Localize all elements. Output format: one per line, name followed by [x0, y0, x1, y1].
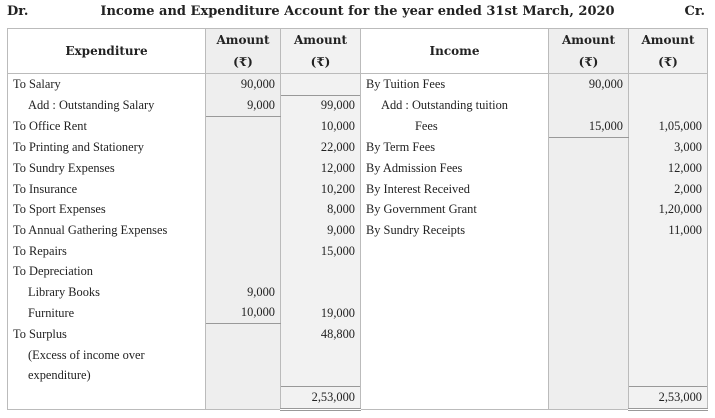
- income-item: [361, 261, 549, 282]
- amount-cell: [549, 220, 629, 241]
- amount-cell: [549, 345, 629, 366]
- amount-cell: [629, 324, 708, 345]
- table-row: [8, 158, 708, 179]
- expenditure-item: Library Books: [8, 282, 206, 303]
- income-item: [361, 324, 549, 345]
- amount-cell: [206, 220, 281, 241]
- expenditure-header: Expenditure: [8, 29, 206, 74]
- table-header: [8, 29, 708, 74]
- amount-cell: [629, 345, 708, 366]
- amount-cell: [206, 116, 281, 137]
- income-item: By Admission Fees: [361, 158, 549, 179]
- amount-header: Amount (₹): [281, 29, 361, 74]
- amount-header: Amount (₹): [549, 29, 629, 74]
- amount-cell: [549, 200, 629, 221]
- table-row: [8, 261, 708, 282]
- table-row: [8, 282, 708, 303]
- amount-cell: [206, 137, 281, 158]
- amount-cell: [206, 261, 281, 282]
- table-row: [8, 74, 708, 96]
- amount-cell: [549, 261, 629, 282]
- amount-header: Amount (₹): [206, 29, 281, 74]
- table-row: [8, 200, 708, 221]
- amount-cell: 11,000: [629, 220, 708, 241]
- amount-cell: 10,200: [281, 179, 361, 200]
- amount-cell: [206, 324, 281, 345]
- expenditure-item: To Sundry Expenses: [8, 158, 206, 179]
- amount-cell: [629, 365, 708, 386]
- amount-header: Amount (₹): [629, 29, 708, 74]
- amount-cell: 90,000: [206, 74, 281, 96]
- table-row: [8, 220, 708, 241]
- expenditure-item: [8, 386, 206, 409]
- income-item: [361, 241, 549, 262]
- income-item: By Government Grant: [361, 200, 549, 221]
- amount-cell: [281, 282, 361, 303]
- amount-cell: 90,000: [549, 74, 629, 96]
- amount-cell: 12,000: [281, 158, 361, 179]
- amount-cell: [629, 95, 708, 116]
- amount-cell: [549, 95, 629, 116]
- amount-cell: 48,800: [281, 324, 361, 345]
- amount-cell: [206, 158, 281, 179]
- expenditure-item: (Excess of income over: [8, 345, 206, 366]
- amount-cell: [206, 365, 281, 386]
- table-row: [8, 324, 708, 345]
- amount-cell: 22,000: [281, 137, 361, 158]
- table-row: [8, 303, 708, 324]
- expenditure-item: To Sport Expenses: [8, 200, 206, 221]
- amount-cell: [549, 386, 629, 409]
- expenditure-item: To Depreciation: [8, 261, 206, 282]
- amount-cell: 9,000: [206, 282, 281, 303]
- table-row: [8, 241, 708, 262]
- income-item: [361, 282, 549, 303]
- amount-cell: [281, 365, 361, 386]
- table-row: [8, 386, 708, 409]
- amount-cell: [281, 345, 361, 366]
- amount-cell: 2,000: [629, 179, 708, 200]
- amount-cell: 3,000: [629, 137, 708, 158]
- page-title: Income and Expenditure Account for the year ended 31st March, 2020: [100, 4, 615, 19]
- amount-cell: 12,000: [629, 158, 708, 179]
- amount-cell: [549, 241, 629, 262]
- income-item: Fees: [361, 116, 549, 137]
- amount-cell: [206, 345, 281, 366]
- table-row: [8, 137, 708, 158]
- amount-cell: 10,000: [206, 303, 281, 324]
- amount-cell: 19,000: [281, 303, 361, 324]
- amount-cell: [206, 179, 281, 200]
- expenditure-item: To Office Rent: [8, 116, 206, 137]
- amount-cell: 15,000: [549, 116, 629, 137]
- income-item: [361, 345, 549, 366]
- income-expenditure-table: [7, 28, 708, 411]
- income-header: Income: [361, 29, 549, 74]
- amount-cell: [206, 200, 281, 221]
- table-row: [8, 95, 708, 116]
- table-row: [8, 345, 708, 366]
- amount-cell: 1,05,000: [629, 116, 708, 137]
- income-item: Add : Outstanding tuition: [361, 95, 549, 116]
- amount-cell: [549, 282, 629, 303]
- income-item: By Interest Received: [361, 179, 549, 200]
- amount-cell: [549, 179, 629, 200]
- expenditure-item: To Printing and Stationery: [8, 137, 206, 158]
- income-item: [361, 365, 549, 386]
- amount-cell: [549, 303, 629, 324]
- amount-cell: 15,000: [281, 241, 361, 262]
- expenditure-item: To Insurance: [8, 179, 206, 200]
- income-item: [361, 386, 549, 409]
- amount-cell: [629, 303, 708, 324]
- amount-cell: 10,000: [281, 116, 361, 137]
- expenditure-item: To Salary: [8, 74, 206, 96]
- expenditure-item: expenditure): [8, 365, 206, 386]
- income-item: By Sundry Receipts: [361, 220, 549, 241]
- debit-label: Dr.: [7, 4, 29, 19]
- expenditure-item: To Annual Gathering Expenses: [8, 220, 206, 241]
- amount-cell: [629, 74, 708, 96]
- amount-cell: [549, 137, 629, 158]
- expenditure-item: To Repairs: [8, 241, 206, 262]
- amount-cell: 99,000: [281, 95, 361, 116]
- expenditure-item: Furniture: [8, 303, 206, 324]
- income-item: By Tuition Fees: [361, 74, 549, 96]
- amount-cell: [549, 365, 629, 386]
- income-item: [361, 303, 549, 324]
- amount-cell: 9,000: [206, 95, 281, 116]
- table-row: [8, 116, 708, 137]
- credit-label: Cr.: [684, 4, 705, 19]
- amount-cell: [629, 261, 708, 282]
- amount-cell: 8,000: [281, 200, 361, 221]
- amount-cell: [629, 282, 708, 303]
- amount-cell: [549, 158, 629, 179]
- amount-cell: [629, 241, 708, 262]
- amount-cell: [549, 324, 629, 345]
- amount-cell: [281, 74, 361, 96]
- expenditure-item: To Surplus: [8, 324, 206, 345]
- amount-cell: 2,53,000: [281, 386, 361, 409]
- table-row: [8, 365, 708, 386]
- amount-cell: 1,20,000: [629, 200, 708, 221]
- amount-cell: 9,000: [281, 220, 361, 241]
- amount-cell: 2,53,000: [629, 386, 708, 409]
- table-row: [8, 179, 708, 200]
- income-item: By Term Fees: [361, 137, 549, 158]
- expenditure-item: Add : Outstanding Salary: [8, 95, 206, 116]
- amount-cell: [206, 386, 281, 409]
- amount-cell: [206, 241, 281, 262]
- amount-cell: [281, 261, 361, 282]
